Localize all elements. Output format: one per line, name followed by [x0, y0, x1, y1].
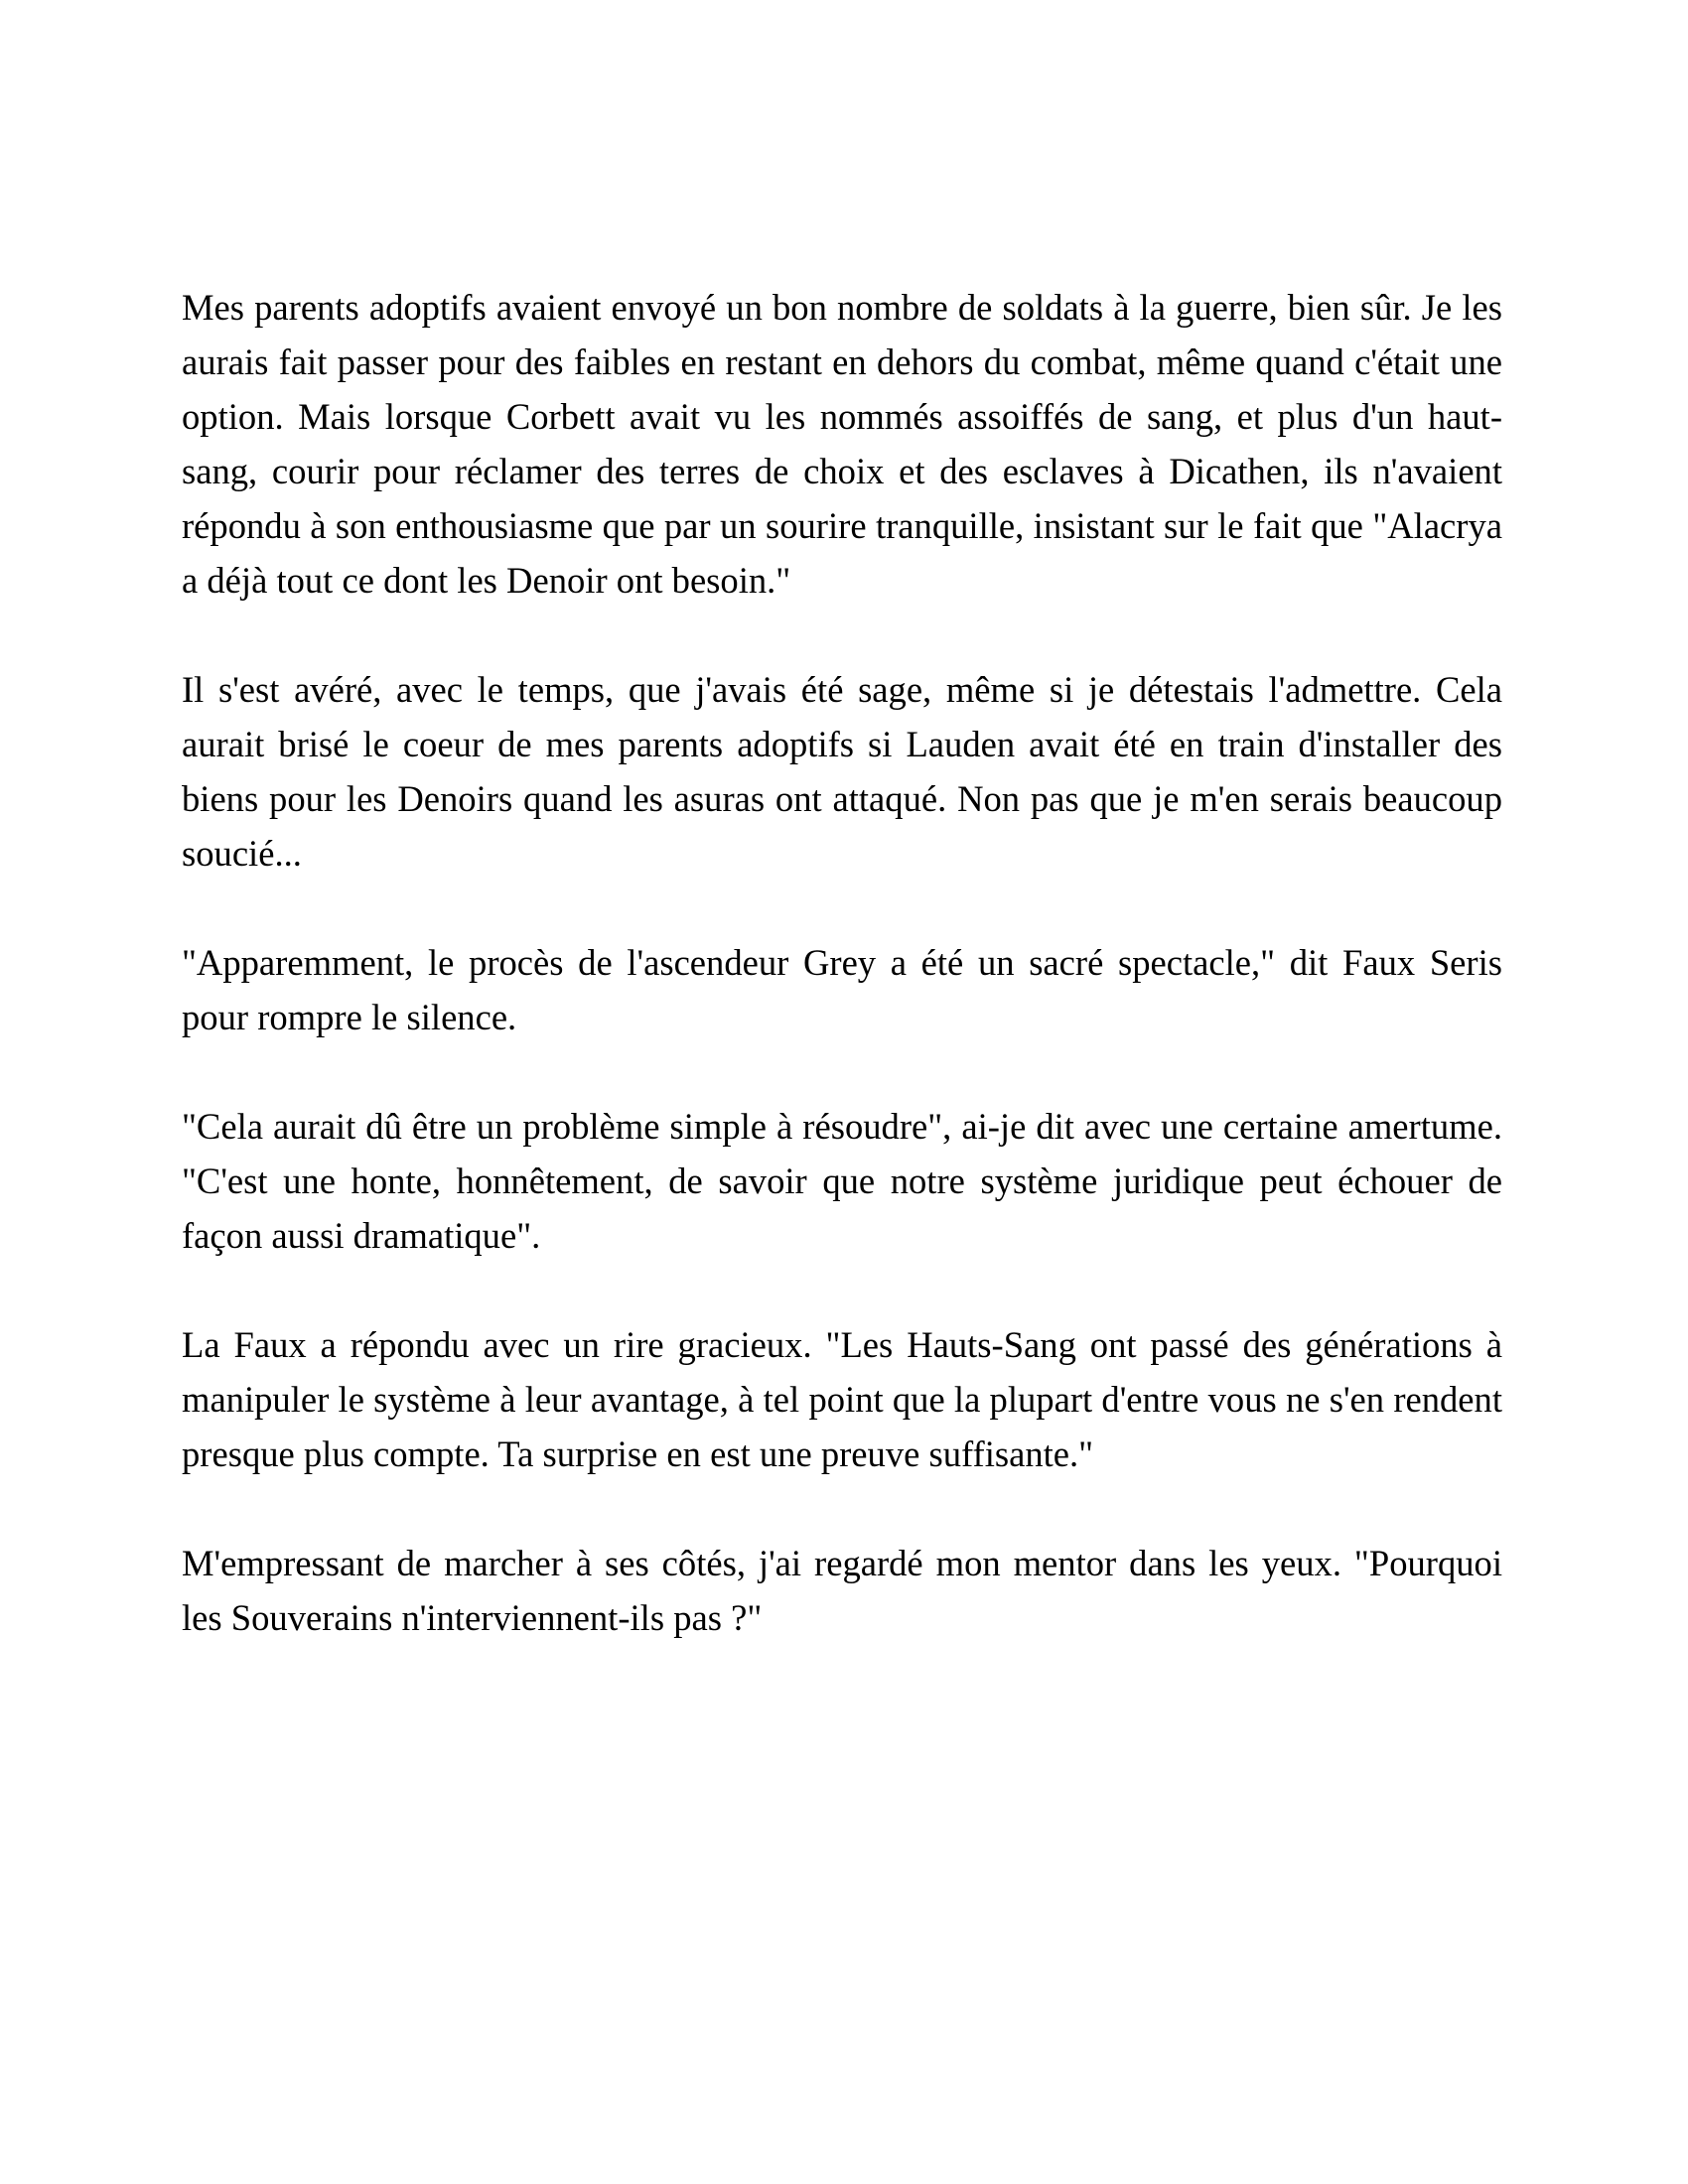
paragraph: "Cela aurait dû être un problème simple à résoudre", ai-je dit avec une certaine amertume. "C'est une honte, honnêtement, de savoir que notre système juridique peut échouer de façon aussi dramatique". [182, 1106, 1502, 1256]
paragraph: Mes parents adoptifs avaient envoyé un bon nombre de soldats à la guerre, bien sûr. Je les aurais fait passer pour des faibles en restant en dehors du combat, même quand c'était une option. Mais lorsque Corbett avait vu les nommés assoiffés de sang, et plus d'un haut-sang, courir pour réclamer des terres de choix et des esclaves à Dicathen, ils n'avaient répondu à son enthousiasme que par un sourire tranquille, insistant sur le fait que "Alacrya a déjà tout ce dont les Denoir ont besoin." [182, 287, 1502, 601]
paragraph: La Faux a répondu avec un rire gracieux. "Les Hauts-Sang ont passé des générations à manipuler le système à leur avantage, à tel point que la plupart d'entre vous ne s'en rendent presque plus compte. Ta surprise en est une preuve suffisante." [182, 1324, 1502, 1474]
paragraph: "Apparemment, le procès de l'ascendeur Grey a été un sacré spectacle," dit Faux Seris pour rompre le silence. [182, 942, 1502, 1037]
document-page [182, 280, 1502, 1700]
paragraph: M'empressant de marcher à ses côtés, j'ai regardé mon mentor dans les yeux. "Pourquoi les Souverains n'interviennent-ils pas ?" [182, 1543, 1502, 1638]
paragraph: Il s'est avéré, avec le temps, que j'avais été sage, même si je détestais l'admettre. Cela aurait brisé le coeur de mes parents adoptifs si Lauden avait été en train d'installer des biens pour les Denoirs quand les asuras ont attaqué. Non pas que je m'en serais beaucoup soucié... [182, 669, 1502, 874]
